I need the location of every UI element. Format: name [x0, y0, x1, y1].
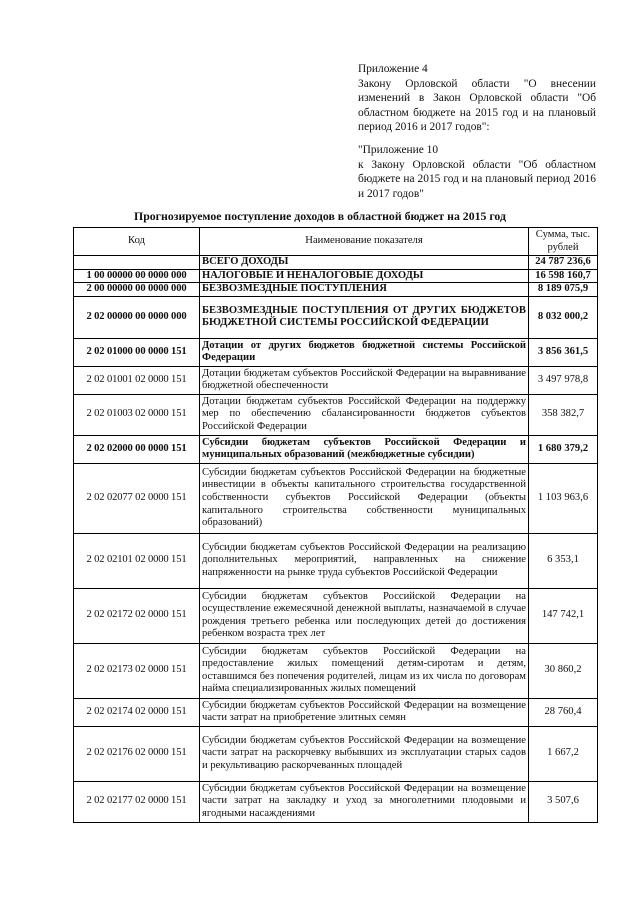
- table-row: [74, 463, 598, 533]
- row-code: 2 02 01001 02 0000 151: [74, 366, 200, 394]
- table-row: [74, 283, 598, 297]
- row-code: 2 02 02177 02 0000 151: [74, 781, 200, 822]
- row-name: Дотации бюджетам субъектов Российской Федерации на поддержку мер по обеспечению сбалансированности бюджетов субъектов Российской Федерации: [200, 394, 529, 435]
- row-code: 2 02 02176 02 0000 151: [74, 726, 200, 781]
- row-sum: 28 760,4: [529, 698, 598, 726]
- row-sum: 1 667,2: [529, 726, 598, 781]
- table-row: [74, 588, 598, 643]
- row-sum: 3 856 361,5: [529, 338, 598, 366]
- row-sum: 3 507,6: [529, 781, 598, 822]
- document-title: Прогнозируемое поступление доходов в областной бюджет на 2015 год: [134, 209, 506, 223]
- annex-law-reference: Закону Орловской области "О внесении изменений в Закон Орловской области "Об областном бюджете на 2015 год и на плановый период 2016 и 2017 годов":: [358, 77, 596, 133]
- row-sum: 1 103 963,6: [529, 463, 598, 533]
- row-code: 2 02 02174 02 0000 151: [74, 698, 200, 726]
- row-name: Субсидии бюджетам субъектов Российской Федерации на возмещение части затрат на закладку и уход за многолетними плодовыми и ягодными насаждениями: [200, 781, 529, 822]
- row-sum: 8 189 075,9: [529, 283, 598, 297]
- table-row: [74, 435, 598, 463]
- row-name: Дотации бюджетам субъектов Российской Федерации на выравнивание бюджетной обеспеченности: [200, 366, 529, 394]
- row-sum: 24 787 236,6: [529, 256, 598, 270]
- row-code: 2 02 02172 02 0000 151: [74, 588, 200, 643]
- annex-number: Приложение 4: [358, 63, 428, 75]
- row-code: 1 00 00000 00 0000 000: [74, 269, 200, 283]
- row-code: [74, 256, 200, 270]
- annex-header: [358, 62, 596, 135]
- row-code: 2 02 00000 00 0000 000: [74, 296, 200, 338]
- row-name: БЕЗВОЗМЕЗДНЫЕ ПОСТУПЛЕНИЯ ОТ ДРУГИХ БЮДЖЕТОВ БЮДЖЕТНОЙ СИСТЕМЫ РОССИЙСКОЙ ФЕДЕРАЦИИ: [200, 296, 529, 338]
- table-row: [74, 338, 598, 366]
- table-row: [74, 394, 598, 435]
- row-name: Субсидии бюджетам субъектов Российской Федерации и муниципальных образований (межбюджетные субсидии): [200, 435, 529, 463]
- row-name: ВСЕГО ДОХОДЫ: [200, 256, 529, 270]
- row-name: Субсидии бюджетам субъектов Российской Федерации на возмещение части затрат на приобретение элитных семян: [200, 698, 529, 726]
- row-code: 2 02 02101 02 0000 151: [74, 533, 200, 588]
- table-row: [74, 296, 598, 338]
- annex-sub-number: "Приложение 10: [358, 144, 439, 156]
- row-name: НАЛОГОВЫЕ И НЕНАЛОГОВЫЕ ДОХОДЫ: [200, 269, 529, 283]
- table-row: [74, 726, 598, 781]
- row-name: Субсидии бюджетам субъектов Российской Федерации на бюджетные инвестиции в объекты капитального строительства государственной собственности субъектов Российской Федерации (объекты капитального строительства собственности муниципальных образований): [200, 463, 529, 533]
- table-row: [74, 698, 598, 726]
- row-code: 2 02 02077 02 0000 151: [74, 463, 200, 533]
- revenue-table: [73, 227, 598, 823]
- row-name: Субсидии бюджетам субъектов Российской Федерации на возмещение части затрат на раскорчевку выбывших из эксплуатации старых садов и рекультивацию раскорчеванных площадей: [200, 726, 529, 781]
- annex-sub-header: [358, 143, 596, 201]
- row-name: БЕЗВОЗМЕЗДНЫЕ ПОСТУПЛЕНИЯ: [200, 283, 529, 297]
- table-row: [74, 269, 598, 283]
- row-code: 2 02 01003 02 0000 151: [74, 394, 200, 435]
- row-name: Субсидии бюджетам субъектов Российской Федерации на осуществление ежемесячной денежной выплаты, назначаемой в случае рождения третьего ребенка или последующих детей до достижения ребенком возраста трех лет: [200, 588, 529, 643]
- row-code: 2 00 00000 00 0000 000: [74, 283, 200, 297]
- table-row: [74, 533, 598, 588]
- row-sum: 358 382,7: [529, 394, 598, 435]
- header-sum: Сумма, тыс. рублей: [529, 228, 598, 256]
- row-sum: 3 497 978,8: [529, 366, 598, 394]
- table-header-row: [74, 228, 598, 256]
- header-code: Код: [74, 228, 200, 256]
- row-code: 2 02 02173 02 0000 151: [74, 643, 200, 698]
- table-row: [74, 781, 598, 822]
- row-name: Субсидии бюджетам субъектов Российской Федерации на реализацию дополнительных мероприятий, направленных на снижение напряженности на рынке труда субъектов Российской Федерации: [200, 533, 529, 588]
- row-sum: 6 353,1: [529, 533, 598, 588]
- row-name: Дотации от других бюджетов бюджетной системы Российской Федерации: [200, 338, 529, 366]
- row-sum: 147 742,1: [529, 588, 598, 643]
- row-sum: 8 032 000,2: [529, 296, 598, 338]
- row-code: 2 02 02000 00 0000 151: [74, 435, 200, 463]
- annex-sub-law-reference: к Закону Орловской области "Об областном бюджете на 2015 год и на плановый период 2016 и 2017 годов": [358, 158, 596, 200]
- table-row: [74, 643, 598, 698]
- table-row: [74, 256, 598, 270]
- row-name: Субсидии бюджетам субъектов Российской Федерации на предоставление жилых помещений детям-сиротам и детям, оставшимся без попечения родителей, лицам из их числа по договорам найма специализированных жилых помещений: [200, 643, 529, 698]
- row-sum: 16 598 160,7: [529, 269, 598, 283]
- table-row: [74, 366, 598, 394]
- header-name: Наименование показателя: [200, 228, 529, 256]
- row-sum: 30 860,2: [529, 643, 598, 698]
- row-sum: 1 680 379,2: [529, 435, 598, 463]
- row-code: 2 02 01000 00 0000 151: [74, 338, 200, 366]
